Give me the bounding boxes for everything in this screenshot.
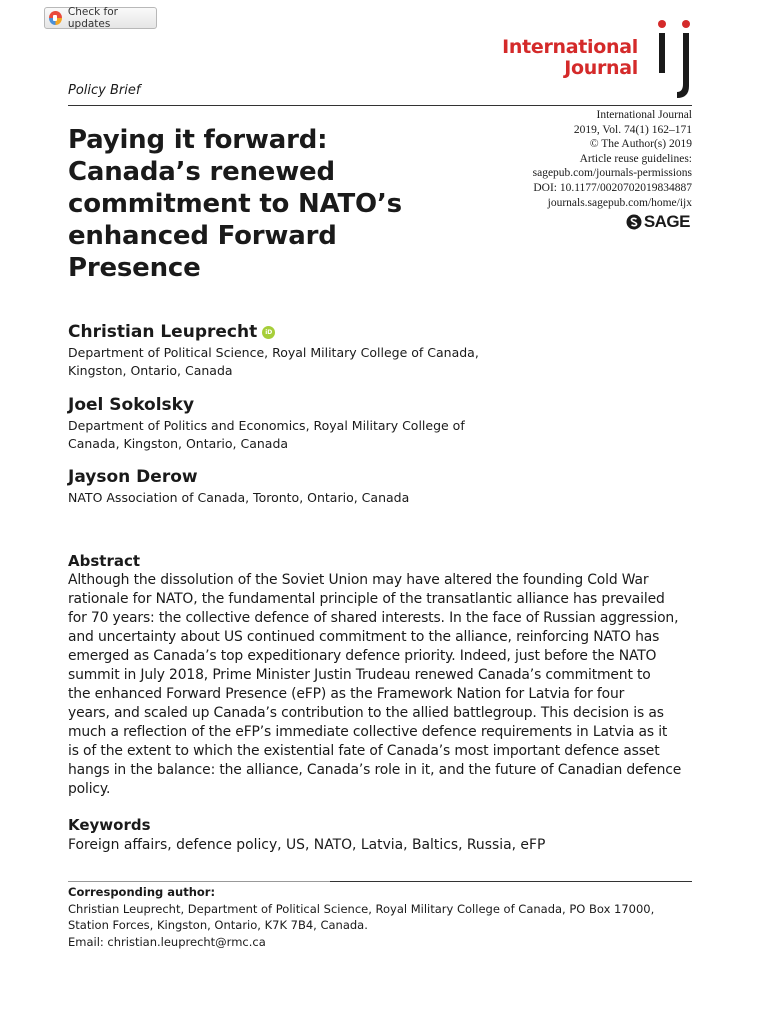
abstract-line: policy.	[68, 781, 111, 797]
footnote-rule	[330, 881, 692, 882]
corresponding-email[interactable]: Email: christian.leuprecht@rmc.ca	[68, 934, 266, 949]
meta-journal: International Journal	[596, 109, 692, 121]
affiliation-line: Canada, Kingston, Ontario, Canada	[68, 436, 289, 451]
author-block	[68, 467, 409, 507]
meta-volume: 2019, Vol. 74(1) 162–171	[573, 123, 692, 136]
author-affiliation	[68, 417, 465, 453]
affiliation-line: NATO Association of Canada, Toronto, Ontario, Canada	[68, 490, 410, 505]
author-name: Jayson Derow	[68, 467, 198, 487]
journal-logo-mark	[650, 20, 696, 100]
abstract-line: and uncertainty about US continued commitment to the alliance, reinforcing NATO has	[68, 629, 660, 645]
title-line: Canada’s renewed	[68, 157, 335, 187]
abstract-line: for 70 years: the collective defence of shared interests. In the face of Russian aggression,	[68, 610, 679, 626]
meta-journal-link[interactable]: journals.sagepub.com/home/ijx	[547, 196, 692, 209]
author-affiliation	[68, 344, 479, 380]
keywords-heading: Keywords	[68, 816, 151, 834]
orcid-icon[interactable]: iD	[262, 326, 275, 339]
title-line: Paying it forward:	[68, 125, 328, 155]
abstract-heading: Abstract	[68, 552, 141, 570]
meta-doi[interactable]: DOI: 10.1177/0020702019834887	[533, 181, 692, 194]
abstract-line: summit in July 2018, Prime Minister Justin Trudeau renewed Canada’s commitment to	[68, 667, 651, 683]
publisher-logo	[626, 212, 690, 232]
abstract-line: Although the dissolution of the Soviet Union may have altered the founding Cold War	[68, 572, 649, 588]
corresponding-heading: Corresponding author:	[68, 885, 216, 899]
meta-copyright: © The Author(s) 2019	[589, 138, 692, 151]
check-for-updates-label: Check for updates	[67, 6, 118, 30]
affiliation-line: Department of Political Science, Royal Military College of Canada,	[68, 345, 479, 360]
meta-permissions-link[interactable]: sagepub.com/journals-permissions	[532, 167, 692, 180]
header-rule	[68, 105, 692, 106]
footnote-rule-short	[68, 881, 330, 882]
abstract-line: is of the extent to which the existential fate of Canada’s most important defence asset	[68, 743, 660, 759]
corresponding-line: Station Forces, Kingston, Ontario, K7K 7B4, Canada.	[68, 918, 368, 933]
journal-logo-line1: International	[502, 36, 638, 58]
abstract-line: emerged as Canada’s top expeditionary defence priority. Indeed, just before the NATO	[68, 648, 657, 664]
affiliation-line: Department of Politics and Economics, Royal Military College of	[68, 418, 465, 433]
abstract-line: much a reflection of the eFP’s immediate collective defence requirements in Latvia as it	[68, 724, 668, 740]
crossmark-icon	[49, 11, 62, 25]
abstract-line: years, and scaled up Canada’s contribution to the allied battlegroup. This decision is as	[68, 705, 664, 721]
abstract-line: the enhanced Forward Presence (eFP) as the Framework Nation for Latvia for four	[68, 686, 625, 702]
journal-logo-text	[502, 37, 638, 79]
author-block	[68, 322, 479, 380]
check-for-updates-button[interactable]	[44, 7, 157, 29]
corresponding-details	[68, 901, 654, 950]
abstract-line: hangs in the balance: the alliance, Canada’s role in it, and the future of Canadian defence	[68, 762, 682, 778]
affiliation-line: Kingston, Ontario, Canada	[68, 363, 233, 378]
author-name: Christian Leuprecht	[68, 322, 258, 342]
keywords-text: Foreign affairs, defence policy, US, NATO, Latvia, Baltics, Russia, eFP	[68, 837, 546, 853]
article-type: Policy Brief	[68, 83, 141, 98]
journal-logo-line2: Journal	[564, 57, 638, 79]
corresponding-line: Christian Leuprecht, Department of Political Science, Royal Military College of Canada, PO Box 17000,	[68, 902, 655, 916]
author-block	[68, 395, 465, 453]
article-meta	[412, 108, 692, 210]
abstract-body	[68, 571, 694, 799]
publisher-name: SAGE	[643, 212, 690, 231]
author-name: Joel Sokolsky	[68, 395, 195, 415]
abstract-line: rationale for NATO, the fundamental principle of the transatlantic alliance has prevailed	[68, 591, 665, 607]
title-line: commitment to NATO’s	[68, 189, 402, 219]
sage-icon	[626, 214, 642, 230]
meta-reuse-label: Article reuse guidelines:	[579, 152, 692, 165]
author-affiliation	[68, 489, 409, 507]
title-line: Presence	[68, 253, 201, 283]
title-line: enhanced Forward	[68, 221, 337, 251]
